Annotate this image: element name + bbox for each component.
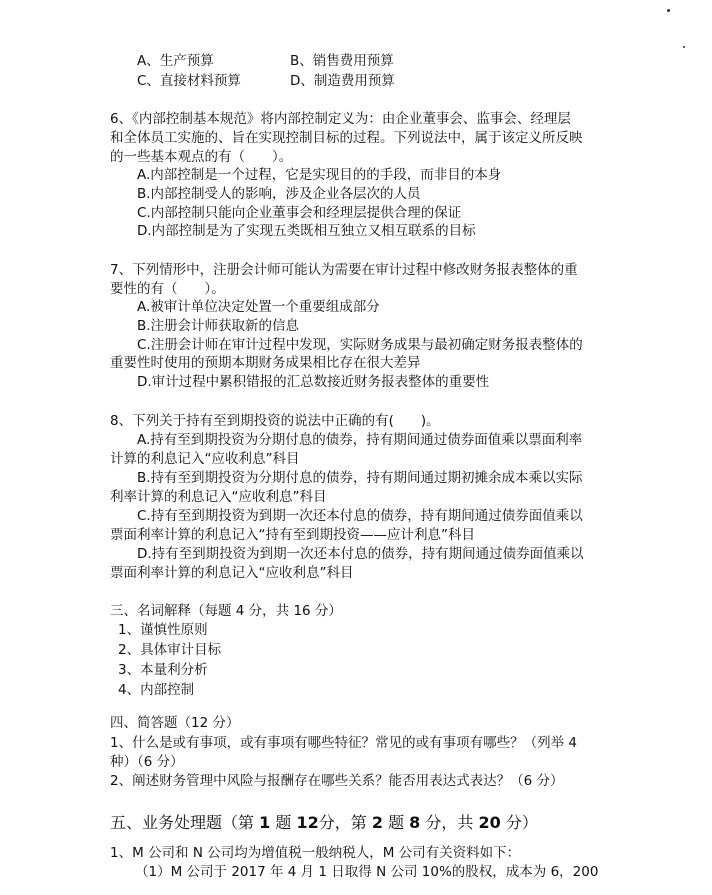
q6-option-a: A.内部控制是一个过程，它是实现目的的手段，而非目的本身 bbox=[137, 167, 502, 183]
q7-option-c: C.注册会计师在审计过程中发现，实际财务成果与最初确定财务报表整体的 bbox=[137, 337, 583, 353]
q7-stem-line-2: 要性的有（ ）。 bbox=[110, 281, 225, 297]
section5-question-2-number: 2 bbox=[371, 813, 383, 832]
section4-q2: 2、阐述财务管理中风险与报酬存在哪些关系？能否用表达式表达？（6 分） bbox=[110, 773, 564, 789]
q6-option-b: B.内部控制受人的影响，涉及企业各层次的人员 bbox=[137, 186, 421, 202]
section5-total-score: 20 bbox=[478, 813, 501, 832]
q6-option-d: D.内部控制是为了实现五类既相互独立又相互联系的目标 bbox=[137, 223, 476, 239]
section3-item-4: 4、内部控制 bbox=[118, 682, 195, 698]
section4-title: 四、简答题（12 分） bbox=[110, 715, 240, 731]
section5-title: 五、业务处理题（第 1 题 12分，第 2 题 8 分，共 20 分） bbox=[110, 813, 538, 832]
section5-q1-item-1: （1）M 公司于 2017 年 4 月 1 日取得 N 公司 10%的股权，成本为 6，200 bbox=[135, 864, 599, 880]
q5-options-row-2 bbox=[137, 72, 395, 90]
q8-option-d: D.持有至到期投资为到期一次还本付息的债券，持有期间通过债券面值乘以 bbox=[137, 546, 584, 562]
q8-option-d-cont: 票面利率计算的利息记入“应收利息”科目 bbox=[110, 565, 354, 581]
q8-stem: 8、下列关于持有至到期投资的说法中正确的有( )。 bbox=[110, 413, 440, 429]
section5-question-2-score: 8 bbox=[409, 813, 421, 832]
q6-option-c: C.内部控制只能向企业董事会和经理层提供合理的保证 bbox=[137, 205, 462, 221]
q7-option-a: A.被审计单位决定处置一个重要组成部分 bbox=[137, 299, 380, 315]
scan-mark bbox=[667, 9, 670, 12]
q8-option-b-cont: 利率计算的利息记入“应收利息”科目 bbox=[110, 489, 327, 505]
section4-q1: 1、什么是或有事项，或有事项有哪些特征？常见的或有事项有哪些？（列举 4 bbox=[110, 735, 577, 751]
q7-option-c-cont: 重要性时使用的预期本期财务成果相比存在很大差异 bbox=[110, 355, 421, 371]
q6-stem-line-2: 和全体员工实施的、旨在实现控制目标的过程。下列说法中，属于该定义所反映 bbox=[110, 130, 583, 146]
section3-item-3: 3、本量利分析 bbox=[118, 662, 208, 678]
q5-options-row-1 bbox=[137, 52, 394, 70]
q7-option-b: B.注册会计师获取新的信息 bbox=[137, 318, 300, 334]
q8-option-c: C.持有至到期投资为到期一次还本付息的债券，持有期间通过债券面值乘以 bbox=[137, 508, 583, 524]
section3-item-1: 1、谨慎性原则 bbox=[118, 622, 208, 638]
q8-option-b: B.持有至到期投资为分期付息的债券，持有期间通过期初摊余成本乘以实际 bbox=[137, 470, 583, 486]
q5-option-b: B、销售费用预算 bbox=[290, 53, 394, 69]
q5-option-a: A、生产预算 bbox=[137, 53, 214, 69]
q8-option-a: A.持有至到期投资为分期付息的债券，持有期间通过债券面值乘以票面利率 bbox=[137, 432, 583, 448]
section5-q1-intro: 1、M 公司和 N 公司均为增值税一般纳税人，M 公司有关资料如下： bbox=[110, 845, 521, 861]
q5-option-c: C、直接材料预算 bbox=[137, 73, 241, 89]
section5-question-1-score: 12 bbox=[296, 813, 319, 832]
section3-item-2: 2、具体审计目标 bbox=[118, 642, 222, 658]
q7-stem-line-1: 7、下列情形中，注册会计师可能认为需要在审计过程中修改财务报表整体的重 bbox=[110, 262, 578, 278]
q6-stem-line-3: 的一些基本观点的有（ ）。 bbox=[110, 149, 293, 165]
section4-q1-cont: 种）（6 分） bbox=[110, 754, 184, 770]
q7-option-d: D.审计过程中累积错报的汇总数接近财务报表整体的重要性 bbox=[137, 374, 490, 390]
q6-stem-line-1: 6、《内部控制基本规范》将内部控制定义为：由企业董事会、监事会、经理层 bbox=[110, 111, 571, 127]
q8-option-c-cont: 票面利率计算的利息记入“持有至到期投资——应计利息”科目 bbox=[110, 527, 475, 543]
scan-mark bbox=[683, 46, 685, 48]
q5-option-d: D、制造费用预算 bbox=[290, 73, 395, 89]
q8-option-a-cont: 计算的利息记入“应收利息”科目 bbox=[110, 451, 300, 467]
section5-question-1-number: 1 bbox=[259, 813, 271, 832]
section3-title: 三、名词解释（每题 4 分，共 16 分） bbox=[110, 603, 342, 619]
